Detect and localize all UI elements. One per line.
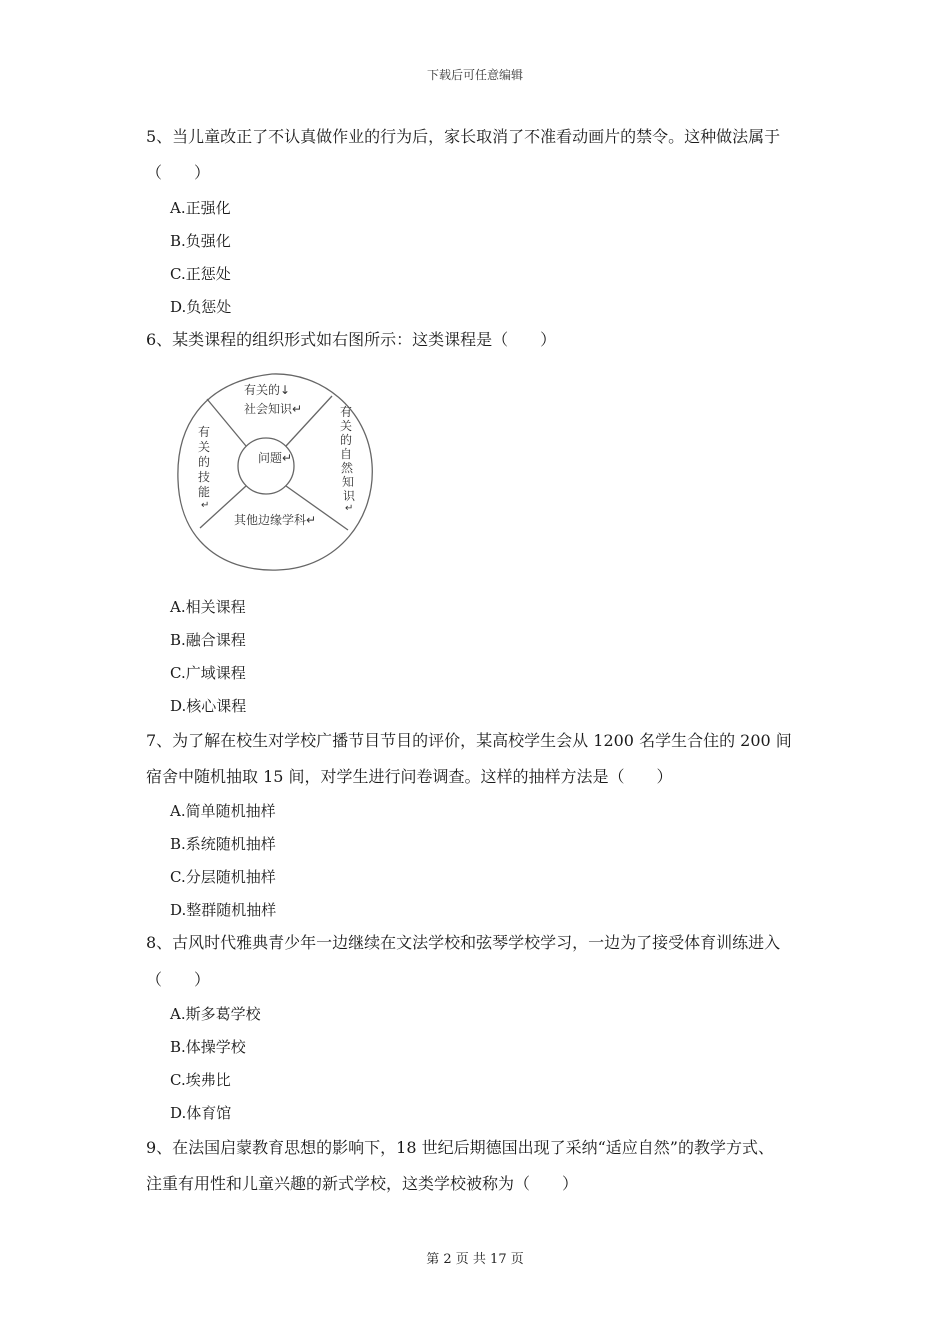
diagram-left-char-3: 的 bbox=[198, 455, 211, 469]
question-7-option-b: B.系统随机抽样 bbox=[170, 835, 276, 853]
diagram-right-char-6: 知 bbox=[342, 475, 355, 489]
diagram-top-label-1: 有关的↓ bbox=[244, 383, 291, 397]
question-7-line-2: 宿舍中随机抽取 15 间，对学生进行问卷调查。这样的抽样方法是（ ） bbox=[146, 767, 673, 786]
diagram-bottom-label: 其他边缘学科↵ bbox=[234, 513, 317, 527]
curriculum-diagram bbox=[170, 368, 380, 578]
question-7-option-c: C.分层随机抽样 bbox=[170, 868, 276, 886]
diagram-right-char-8: ↵ bbox=[345, 503, 354, 514]
question-7-option-d: D.整群随机抽样 bbox=[170, 901, 277, 919]
diagram-center-circle bbox=[238, 438, 294, 494]
diagram-top-label-2: 社会知识↵ bbox=[244, 402, 303, 416]
question-8-option-c: C.埃弗比 bbox=[170, 1071, 231, 1089]
question-6-option-a: A.相关课程 bbox=[170, 598, 246, 616]
diagram-right-char-1: 有 bbox=[340, 405, 353, 419]
question-8-option-d: D.体育馆 bbox=[170, 1104, 232, 1122]
question-5-option-d: D.负惩处 bbox=[170, 298, 232, 316]
question-9-line-2: 注重有用性和儿童兴趣的新式学校，这类学校被称为（ ） bbox=[146, 1174, 579, 1193]
question-5-line-2: （ ） bbox=[146, 163, 211, 182]
question-8-line-1: 8、古风时代雅典青少年一边继续在文法学校和弦琴学校学习，一边为了接受体育训练进入 bbox=[146, 933, 781, 952]
diagram-left-char-6: ↵ bbox=[201, 500, 210, 511]
question-6-option-b: B.融合课程 bbox=[170, 631, 246, 649]
question-8-line-2: （ ） bbox=[146, 970, 211, 989]
question-6-option-c: C.广域课程 bbox=[170, 664, 246, 682]
diagram-left-char-5: 能 bbox=[198, 485, 211, 499]
question-5-option-a: A.正强化 bbox=[170, 199, 231, 217]
question-5-option-b: B.负强化 bbox=[170, 232, 231, 250]
question-6-option-d: D.核心课程 bbox=[170, 697, 247, 715]
question-5-line-1: 5、当儿童改正了不认真做作业的行为后，家长取消了不准看动画片的禁令。这种做法属于 bbox=[146, 127, 781, 146]
question-8-option-b: B.体操学校 bbox=[170, 1038, 246, 1056]
diagram-right-char-3: 的 bbox=[340, 433, 353, 447]
diagram-left-char-2: 关 bbox=[198, 440, 211, 454]
question-5-option-c: C.正惩处 bbox=[170, 265, 231, 283]
diagram-right-char-7: 识 bbox=[343, 489, 356, 503]
page-footer: 第 2 页 共 17 页 bbox=[426, 1252, 524, 1267]
diagram-left-char-1: 有 bbox=[198, 425, 211, 439]
page-header: 下载后可任意编辑 bbox=[426, 68, 523, 82]
question-8-option-a: A.斯多葛学校 bbox=[170, 1005, 261, 1023]
diagram-left-char-4: 技 bbox=[198, 470, 211, 484]
divider-top-left bbox=[207, 399, 246, 446]
diagram-right-char-5: 然 bbox=[341, 461, 354, 475]
question-6-line-1: 6、某类课程的组织形式如右图所示：这类课程是（ ） bbox=[146, 330, 557, 349]
diagram-right-char-2: 关 bbox=[340, 419, 353, 433]
question-7-option-a: A.简单随机抽样 bbox=[170, 802, 276, 820]
diagram-right-char-4: 自 bbox=[340, 447, 353, 461]
diagram-center-label: 问题↵ bbox=[258, 451, 293, 465]
question-7-line-1: 7、为了解在校生对学校广播节目节目的评价，某高校学生会从 1200 名学生合住的 200 间 bbox=[146, 731, 792, 750]
question-9-line-1: 9、在法国启蒙教育思想的影响下，18 世纪后期德国出现了采纳“适应自然”的教学方式、 bbox=[146, 1138, 774, 1157]
